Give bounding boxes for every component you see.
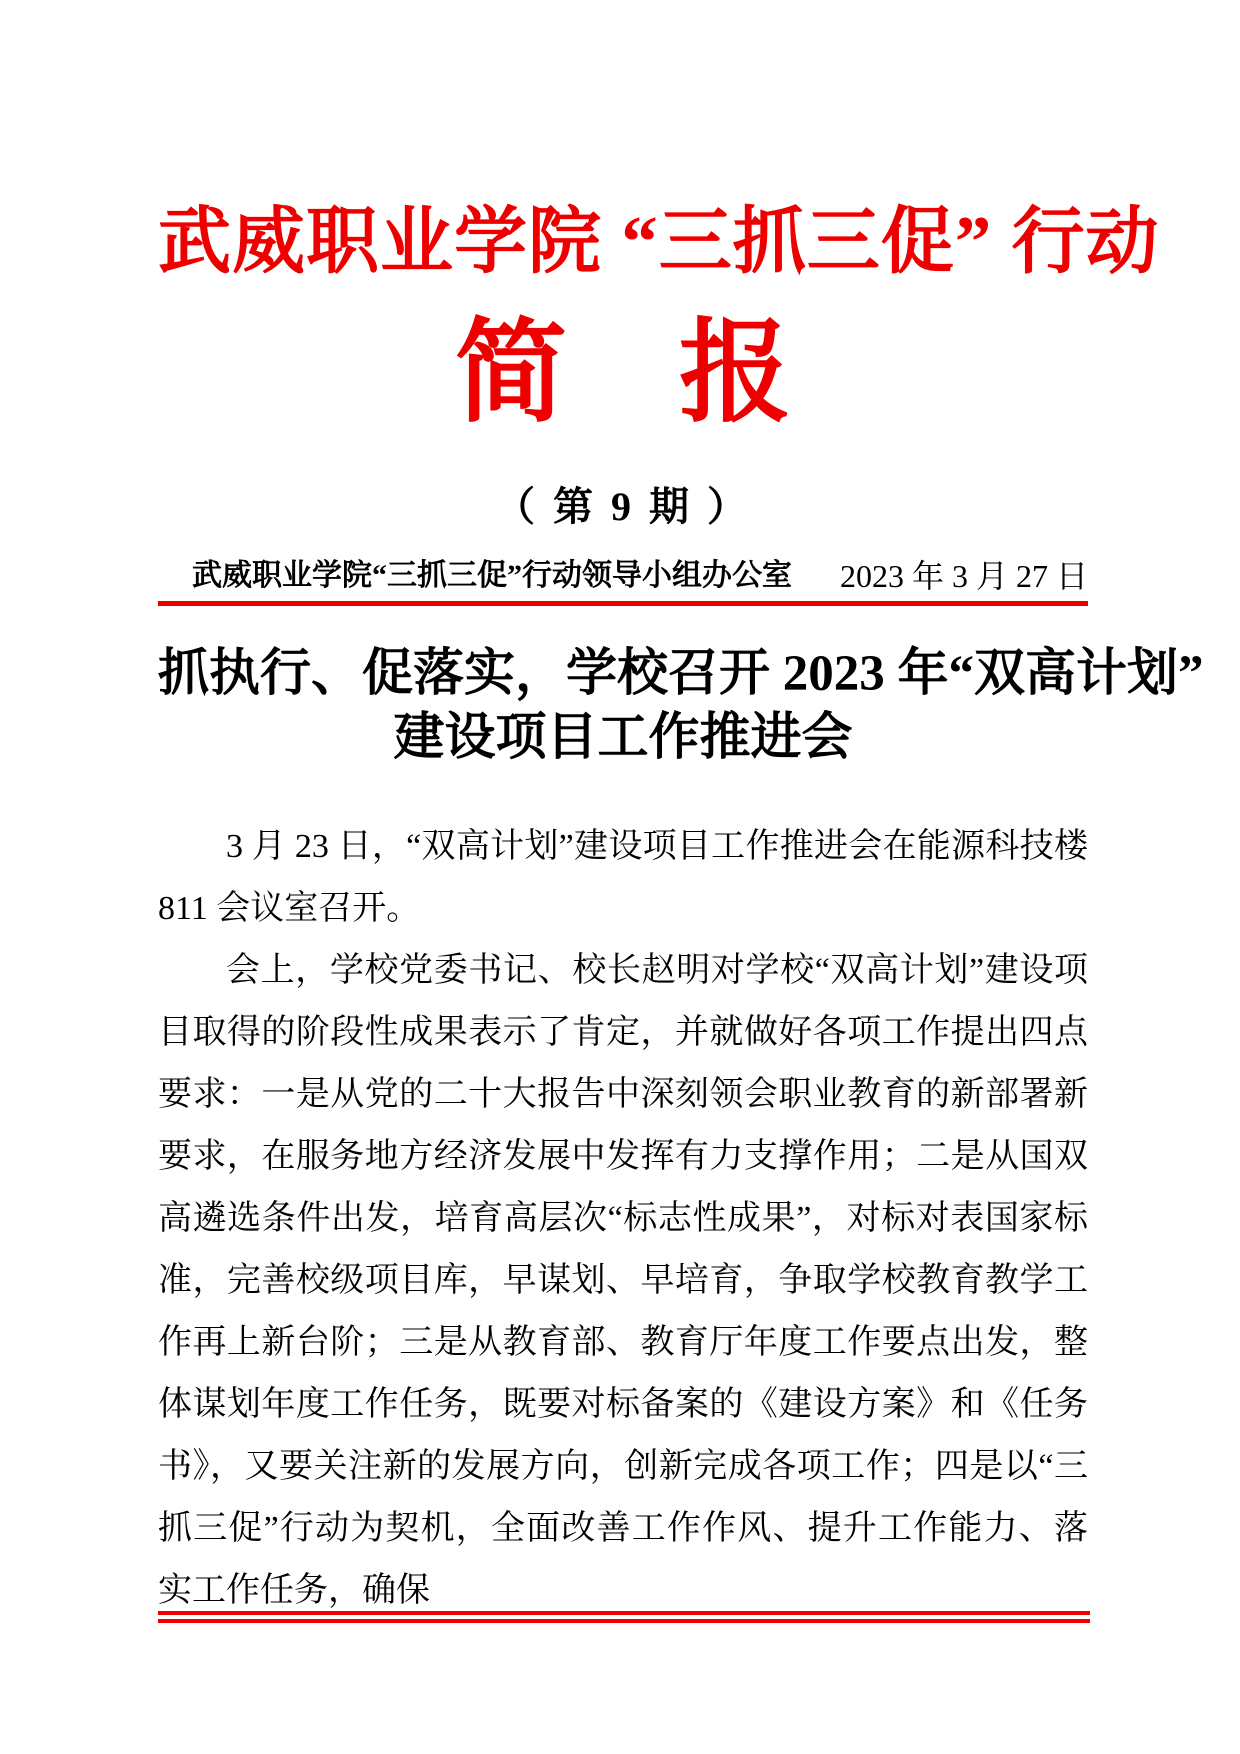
- headline-line-1: 抓执行、促落实，学校召开 2023 年“双高计划”: [158, 646, 1204, 702]
- publisher-name: 武威职业学院“三抓三促”行动领导小组办公室: [192, 559, 792, 592]
- header-red-rule: [158, 601, 1088, 606]
- article-headline: [158, 642, 1204, 770]
- article-body: [158, 816, 1088, 1622]
- body-paragraph: 3 月 23 日，“双高计划”建设项目工作推进会在能源科技楼 811 会议室召开。: [158, 828, 1088, 927]
- masthead-subtitle: 简 报: [455, 312, 791, 436]
- publisher-row: [158, 556, 1088, 596]
- footer-red-double-rule: [158, 1611, 1090, 1623]
- issue-date: 2023 年 3 月 27 日: [839, 558, 1088, 594]
- masthead-title: 武威职业学院 “三抓三促” 行动: [158, 201, 1160, 282]
- body-paragraph: 会上，学校党委书记、校长赵明对学校“双高计划”建设项目取得的阶段性成果表示了肯定，并就做好各项工作提出四点要求：一是从党的二十大报告中深刻领会职业教育的新部署新要求，在服务地方经济发展中发挥有力支撑作用；二是从国双高遴选条件出发，培育高层次“标志性成果”，对标对表国家标准，完善校级项目库，早谋划、早培育，争取学校教育教学工作再上新台阶；三是从教育部、教育厅年度工作要点出发，整体谋划年度工作任务，既要对标备案的《建设方案》和《任务书》，又要关注新的发展方向，创新完成各项工作；四是以“三抓三促”行动为契机，全面改善工作作风、提升工作能力、落实工作任务，确保: [158, 952, 1088, 1609]
- headline-line-2: 建设项目工作推进会: [393, 710, 853, 766]
- issue-number: （ 第 9 期 ）: [495, 484, 751, 529]
